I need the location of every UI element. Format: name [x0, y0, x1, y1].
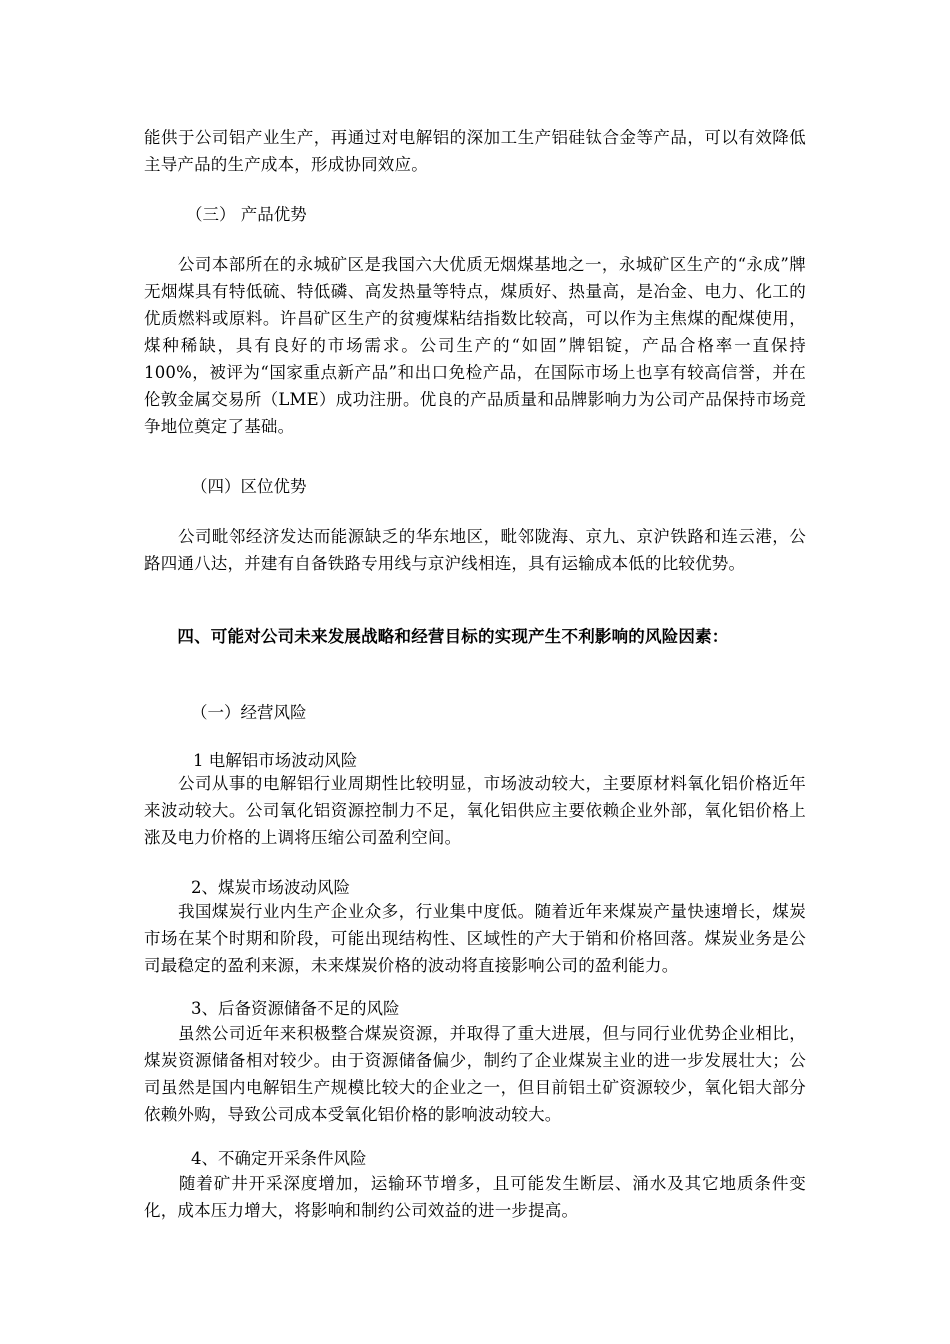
- heading-risk-2: 2、煤炭市场波动风险: [191, 878, 350, 897]
- heading-risk-3: 3、后备资源储备不足的风险: [191, 999, 400, 1018]
- heading-risk-factors: 四、可能对公司未来发展战略和经营目标的实现产生不利影响的风险因素：: [144, 627, 729, 646]
- heading-product-advantage: （三） 产品优势: [186, 205, 307, 224]
- risk-3-paragraph: 虽然公司近年来积极整合煤炭资源，并取得了重大进展，但与同行业优势企业相比，煤炭资源储备相对较少。由于资源储备偏少，制约了企业煤炭主业的进一步发展壮大；公司虽然是国内电解铝生产规模比较大的企业之一，但目前铝土矿资源较少，氧化铝大部分依赖外购，导致公司成本受氧化铝价格的影响波动较大。: [144, 1024, 806, 1124]
- risk-1-paragraph: 公司从事的电解铝行业周期性比较明显，市场波动较大，主要原材料氧化铝价格近年来波动较大。公司氧化铝资源控制力不足，氧化铝供应主要依赖企业外部，氧化铝价格上涨及电力价格的上调将压缩公司盈利空间。: [144, 774, 806, 847]
- location-advantage-paragraph: 公司毗邻经济发达而能源缺乏的华东地区，毗邻陇海、京九、京沪铁路和连云港，公路四通八达，并建有自备铁路专用线与京沪线相连，具有运输成本低的比较优势。: [144, 527, 806, 573]
- heading-operating-risk: （一）经营风险: [191, 703, 307, 722]
- heading-risk-1: 1 电解铝市场波动风险: [193, 751, 358, 770]
- intro-paragraph: 能供于公司铝产业生产，再通过对电解铝的深加工生产铝硅钛合金等产品，可以有效降低主导产品的生产成本，形成协同效应。: [144, 128, 806, 174]
- risk-2-paragraph: 我国煤炭行业内生产企业众多，行业集中度低。随着近年来煤炭产量快速增长，煤炭市场在某个时期和阶段，可能出现结构性、区域性的产大于销和价格回落。煤炭业务是公司最稳定的盈利来源，未来煤炭价格的波动将直接影响公司的盈利能力。: [144, 902, 806, 975]
- heading-risk-4: 4、不确定开采条件风险: [191, 1149, 367, 1168]
- product-advantage-paragraph: 公司本部所在的永城矿区是我国六大优质无烟煤基地之一，永城矿区生产的“永成”牌无烟煤具有特低硫、特低磷、高发热量等特点，煤质好、热量高，是冶金、电力、化工的优质燃料或原料。许昌矿区生产的贫瘦煤粘结指数比较高，可以作为主焦煤的配煤使用，煤种稀缺，具有良好的市场需求。公司生产的“如固”牌铝锭，产品合格率一直保持 100%，被评为“国家重点新产品”和出口免检产品，在国际市场上也享有较高信誉，并在伦敦金属交易所（LME）成功注册。优良的产品质量和品牌影响力为公司产品保持市场竞争地位奠定了基础。: [144, 255, 806, 436]
- heading-location-advantage: （四）区位优势: [191, 477, 307, 496]
- risk-4-paragraph: 随着矿井开采深度增加，运输环节增多，且可能发生断层、涌水及其它地质条件变化，成本压力增大，将影响和制约公司效益的进一步提高。: [144, 1174, 806, 1220]
